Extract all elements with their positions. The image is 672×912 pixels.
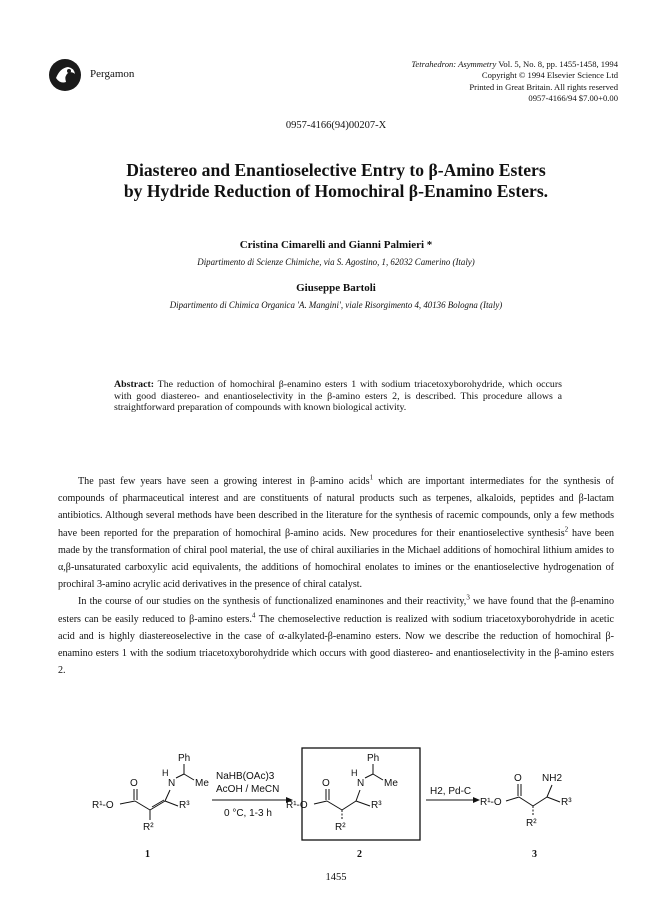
compound-3-structure — [480, 773, 572, 829]
atom-ph-2: Ph — [367, 753, 380, 764]
paper-title-line1: Diastereo and Enantioselective Entry to β-Amino Esters — [126, 160, 546, 180]
article-doi: 0957-4166(94)00207-X — [285, 120, 387, 131]
reagent-1-line2: AcOH / MeCN — [216, 784, 280, 795]
ref-3: 3 — [466, 594, 470, 603]
atom-o-1: O — [130, 778, 138, 789]
affiliation-2: Dipartimento di Chimica Organica 'A. Mangini', viale Risorgimento 4, 40136 Bologna (Italy) — [169, 300, 503, 310]
atom-r1o-1: R¹-O — [92, 800, 114, 811]
atom-o-3: O — [514, 773, 522, 784]
p2-text-c: The chemoselective reduction is realized with sodium triacetoxyborohydride in acetic acid and is highly diastereoselective in the case of α-alkylated-β-enamino esters. Now we describe the reduction of homochiral β-enamino esters 1 with the sodium triacetoxyborohydride which occurs with good diastereo- and enantioselectivity in the β-amino esters 2. — [58, 613, 614, 677]
paragraph-1 — [58, 473, 614, 593]
abstract-text: The reduction of homochiral β-enamino esters 1 with sodium triacetoxyborohydride, which occurs with good diastereo- and enantioselectivity in the β-amino esters 2, is described. This procedure allows a straightforward preparation of compounds with known biological activity. — [114, 379, 562, 414]
compound-1-label: 1 — [145, 849, 150, 860]
publisher-name: Pergamon — [90, 68, 135, 80]
abstract — [114, 379, 562, 414]
paper-title-line2: by Hydride Reduction of Homochiral β-Enamino Esters. — [123, 181, 549, 201]
compound-2-box — [302, 748, 420, 840]
reaction-scheme — [90, 744, 590, 864]
printed-line: Printed in Great Britain. All rights reserved — [469, 81, 618, 92]
paragraph-2 — [58, 593, 614, 679]
atom-o-2: O — [322, 778, 330, 789]
atom-ph-1: Ph — [178, 753, 191, 764]
atom-r2-3: R² — [526, 818, 537, 829]
p2-text-b: we have found that the β-enamino esters can be easily reduced to β-amino esters. — [58, 596, 615, 625]
atom-n-2: N — [357, 778, 365, 789]
copyright-line: Copyright © 1994 Elsevier Science Ltd — [481, 70, 618, 81]
atom-r1o-2: R¹-O — [286, 800, 308, 811]
ref-2: 2 — [564, 525, 569, 534]
compound-2-label: 2 — [357, 849, 362, 860]
condition-1: 0 °C, 1-3 h — [224, 808, 272, 819]
atom-h-2: H — [351, 768, 358, 778]
ref-4: 4 — [251, 611, 256, 620]
atom-r1o-3: R¹-O — [480, 797, 502, 808]
affiliation-1: Dipartimento di Scienze Chimiche, via S. Agostino, 1, 62032 Camerino (Italy) — [197, 257, 475, 267]
atom-h-1: H — [162, 768, 169, 778]
compound-2-structure — [286, 753, 398, 833]
p1-text-b: which are important intermediates for the synthesis of compounds of pharmaceutical interest and are constituents of natural products such as terpenes, alkaloids, peptides and β-lactam antibiotics. Although several methods have been described in the literature for the synthesis of racemic compounds, only a few methods have been reported for the preparation of homochiral β-amino acids. New procedures for their enantioselective synthesis — [58, 476, 614, 539]
p1-text-a: The past few years have seen a growing interest in β-amino acids — [78, 476, 370, 487]
atom-n-1: N — [168, 778, 176, 789]
atom-me-2: Me — [384, 778, 398, 789]
page-number: 1455 — [325, 872, 347, 883]
atom-r2-2: R² — [335, 822, 346, 833]
reagent-2: H2, Pd-C — [430, 786, 472, 797]
atom-r3-2: R³ — [371, 800, 382, 811]
body-text — [58, 473, 614, 679]
atom-r2-1: R² — [143, 822, 154, 833]
journal-title: Tetrahedron: Asymmetry — [411, 59, 497, 69]
p2-text-a: In the course of our studies on the synthesis of functionalized enaminones and their reactivity, — [78, 596, 467, 608]
journal-reference — [298, 59, 618, 105]
issn-line: 0957-4166/94 $7.00+0.00 — [528, 93, 618, 104]
atom-r3-1: R³ — [179, 800, 190, 811]
abstract-label: Abstract: — [114, 379, 155, 390]
p1-text-c: have been made by the transformation of chiral pool material, the use of chiral auxiliaries in the Michael additions of homochiral lithium amides to α,β-unsaturated carboxylic acid equivalents, the additions of homochiral enolates to imines or the enantioselective hydrogenation of prochiral 3-amino acrylic acid derivatives in the presence of chiral catalyst. — [58, 527, 614, 591]
author-group-1: Cristina Cimarelli and Gianni Palmieri * — [239, 239, 433, 251]
reagent-1-line1: NaHB(OAc)3 — [216, 771, 275, 782]
pergamon-logo — [48, 58, 82, 92]
atom-me-1: Me — [195, 778, 209, 789]
paper-title — [60, 160, 612, 202]
compound-1-structure — [92, 753, 209, 833]
ref-1: 1 — [369, 473, 374, 482]
journal-volume: Vol. 5, No. 8, pp. 1455-1458, 1994 — [496, 59, 618, 69]
author-group-2: Giuseppe Bartoli — [296, 282, 376, 294]
atom-r3-3: R³ — [561, 797, 572, 808]
compound-3-label: 3 — [532, 849, 537, 860]
atom-nh2-3: NH2 — [542, 773, 563, 784]
journal-citation — [298, 59, 618, 70]
